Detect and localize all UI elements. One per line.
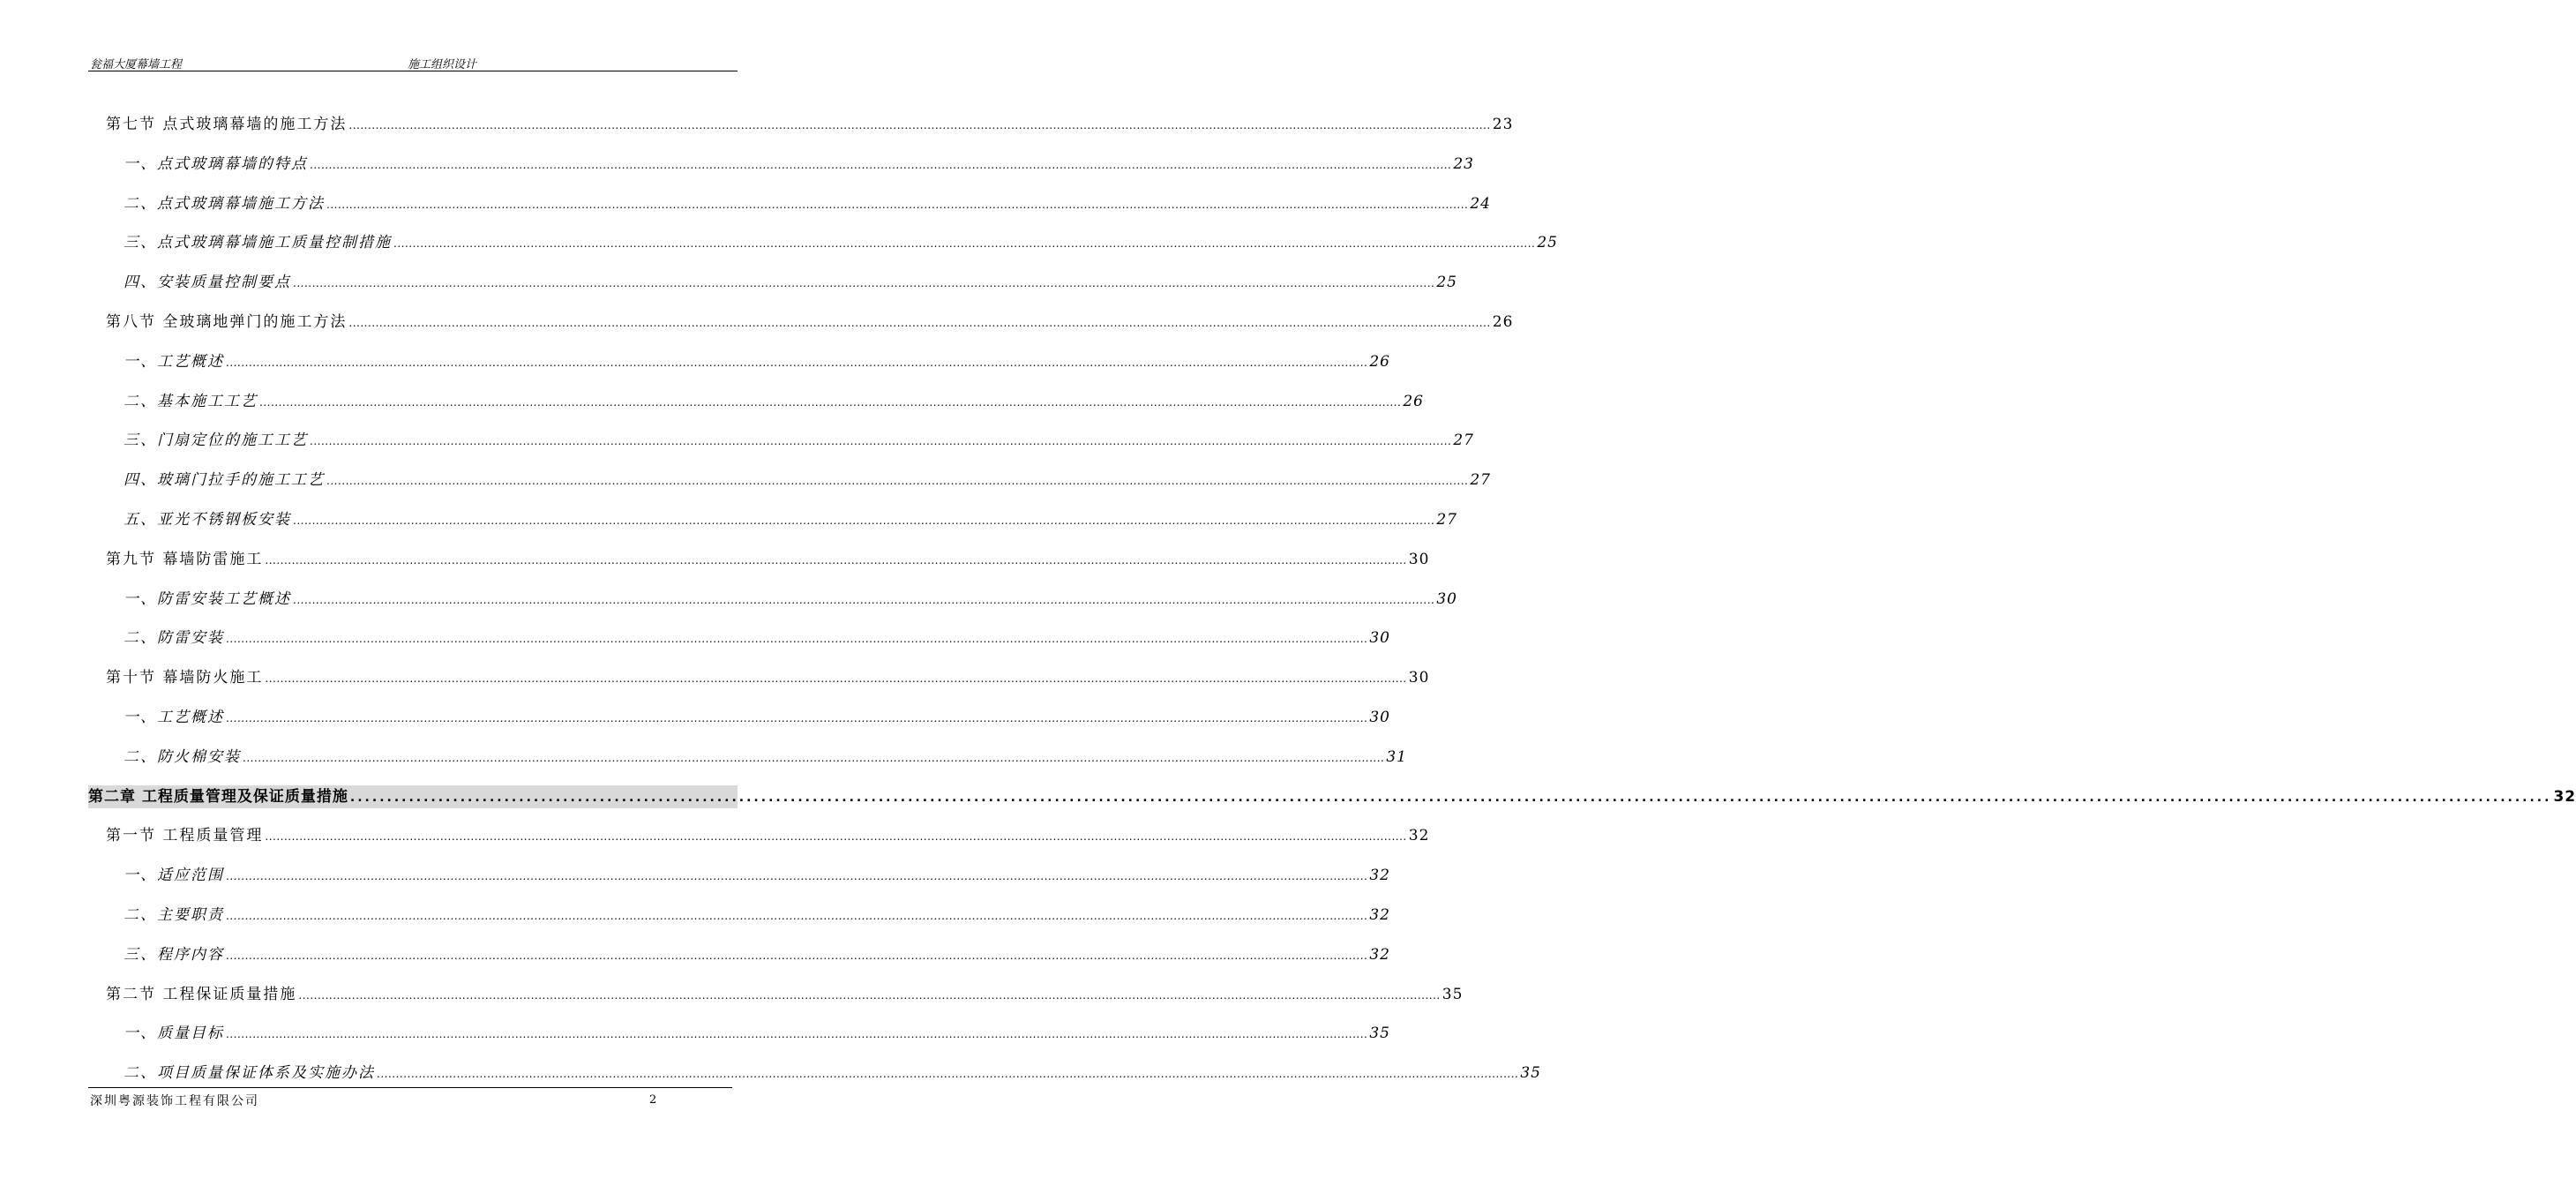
toc-entry-page: 25	[1436, 274, 1457, 292]
toc-entry-title: 一、点式玻璃幕墙的特点	[124, 154, 308, 173]
toc-dot-leader: ............................................................................................................................................................................................................................................................................................................	[226, 1028, 1368, 1041]
toc-entry-page: 30	[1408, 669, 1430, 687]
toc-entry[interactable]	[124, 588, 1457, 611]
toc-entry-page: 30	[1408, 550, 1430, 568]
toc-entry-page: 26	[1492, 313, 1514, 331]
toc-entry-page: 32	[1369, 945, 1390, 964]
toc-entry-title: 第一节 工程质量管理	[106, 827, 264, 845]
toc-entry-title: 第七节 点式玻璃幕墙的施工方法	[106, 116, 348, 133]
toc-entry[interactable]	[124, 746, 1407, 769]
toc-dot-leader: ............................................................................................................................................................................................................................................................................................................	[349, 790, 2552, 805]
toc-entry-page: 32	[1408, 827, 1430, 845]
toc-entry-title: 四、安装质量控制要点	[124, 274, 291, 292]
toc-dot-leader: ............................................................................................................................................................................................................................................................................................................	[326, 198, 1469, 211]
toc-entry-title: 第十节 幕墙防火施工	[106, 669, 264, 687]
toc-entry-page: 30	[1369, 709, 1390, 726]
toc-dot-leader: ............................................................................................................................................................................................................................................................................................................	[293, 277, 1435, 290]
toc-entry[interactable]	[106, 824, 1430, 847]
toc-entry[interactable]	[124, 231, 1558, 254]
toc-entry-title: 第九节 幕墙防雷施工	[106, 550, 264, 568]
toc-entry[interactable]	[124, 350, 1390, 373]
toc-dot-leader: ............................................................................................................................................................................................................................................................................................................	[265, 553, 1407, 567]
header-document-title: 施工组织设计	[408, 58, 477, 71]
toc-dot-leader: ............................................................................................................................................................................................................................................................................................................	[326, 475, 1469, 488]
toc-entry[interactable]	[124, 429, 1474, 452]
toc-entry[interactable]	[124, 943, 1390, 966]
toc-entry-page: 31	[1386, 747, 1407, 766]
toc-entry-title: 一、质量目标	[124, 1025, 224, 1043]
toc-entry-title: 第二章 工程质量管理及保证质量措施	[88, 787, 348, 806]
toc-entry-page: 26	[1369, 352, 1390, 371]
toc-dot-leader: ............................................................................................................................................................................................................................................................................................................	[377, 1068, 1519, 1081]
toc-dot-leader: ............................................................................................................................................................................................................................................................................................................	[265, 830, 1407, 844]
footer-page-number: 2	[649, 1093, 657, 1107]
toc-entry-title: 一、工艺概述	[124, 709, 224, 726]
toc-entry-title: 一、工艺概述	[124, 352, 224, 371]
toc-entry-title: 五、亚光不锈钢板安装	[124, 511, 291, 529]
toc-dot-leader: ............................................................................................................................................................................................................................................................................................................	[393, 237, 1536, 251]
toc-entry-page: 27	[1436, 511, 1457, 529]
toc-entry-page: 32	[1369, 906, 1390, 924]
toc-entry[interactable]	[106, 983, 1464, 1006]
toc-entry-page: 35	[1369, 1025, 1390, 1043]
toc-entry[interactable]	[106, 666, 1430, 689]
toc-entry-title: 二、防雷安装	[124, 629, 224, 648]
toc-entry-page: 23	[1453, 154, 1474, 173]
toc-dot-leader: ............................................................................................................................................................................................................................................................................................................	[226, 870, 1368, 883]
header-project-title: 瓮福大厦幕墙工程	[90, 58, 183, 71]
toc-entry-page: 27	[1470, 471, 1491, 490]
toc-dot-leader: ............................................................................................................................................................................................................................................................................................................	[293, 514, 1435, 527]
toc-dot-leader: ............................................................................................................................................................................................................................................................................................................	[265, 672, 1407, 686]
page-header	[88, 53, 738, 71]
toc-entry-title: 第二节 工程保证质量措施	[106, 985, 297, 1003]
toc-entry[interactable]	[124, 864, 1390, 887]
toc-entry-title: 二、主要职责	[124, 906, 224, 924]
toc-entry[interactable]	[106, 311, 1514, 334]
toc-entry[interactable]	[124, 271, 1457, 294]
toc-entry-page: 26	[1403, 392, 1424, 410]
toc-entry[interactable]	[124, 192, 1491, 215]
toc-entry[interactable]	[124, 904, 1390, 927]
toc-entry-page: 25	[1537, 234, 1558, 252]
toc-entry-page: 30	[1369, 629, 1390, 648]
toc-entry-page: 32	[2553, 787, 2576, 806]
toc-entry-page: 35	[1442, 985, 1464, 1003]
toc-entry[interactable]	[124, 390, 1424, 413]
toc-dot-leader: ............................................................................................................................................................................................................................................................................................................	[226, 910, 1368, 922]
toc-entry[interactable]	[124, 706, 1390, 729]
toc-entry-title: 二、防火棉安装	[124, 747, 241, 766]
toc-entry-title: 三、门扇定位的施工工艺	[124, 432, 308, 450]
toc-entry-title: 三、程序内容	[124, 945, 224, 964]
toc-dot-leader: ............................................................................................................................................................................................................................................................................................................	[243, 751, 1385, 764]
toc-entry[interactable]	[106, 548, 1430, 571]
toc-entry-title: 二、项目质量保证体系及实施办法	[124, 1064, 375, 1083]
toc-entry[interactable]	[124, 508, 1457, 531]
page-footer	[88, 1087, 732, 1108]
toc-dot-leader: ............................................................................................................................................................................................................................................................................................................	[226, 356, 1368, 369]
toc-entry[interactable]	[124, 469, 1491, 492]
toc-entry[interactable]	[124, 153, 1474, 176]
toc-entry-page: 23	[1492, 116, 1514, 133]
toc-entry-title: 一、防雷安装工艺概述	[124, 589, 291, 608]
toc-dot-leader: ............................................................................................................................................................................................................................................................................................................	[226, 633, 1368, 646]
toc-entry-title: 二、点式玻璃幕墙施工方法	[124, 194, 325, 213]
toc-entry-page: 32	[1369, 867, 1390, 885]
toc-entry-page: 24	[1470, 194, 1491, 213]
toc-entry[interactable]	[124, 1022, 1390, 1045]
toc-dot-leader: ............................................................................................................................................................................................................................................................................................................	[298, 988, 1441, 1002]
toc-entry[interactable]	[124, 627, 1390, 649]
footer-company-name: 深圳粤源装饰工程有限公司	[90, 1094, 259, 1108]
toc-entry-title: 四、玻璃门拉手的施工工艺	[124, 471, 325, 490]
toc-dot-leader: ............................................................................................................................................................................................................................................................................................................	[259, 395, 1402, 409]
toc-entry-title: 一、适应范围	[124, 867, 224, 885]
toc-entry-page: 35	[1520, 1064, 1541, 1083]
toc-entry[interactable]	[88, 785, 2576, 808]
toc-dot-leader: ............................................................................................................................................................................................................................................................................................................	[348, 317, 1491, 329]
toc-entry-title: 三、点式玻璃幕墙施工质量控制措施	[124, 234, 392, 252]
toc-dot-leader: ............................................................................................................................................................................................................................................................................................................	[310, 435, 1452, 448]
toc-entry[interactable]	[106, 113, 1514, 136]
toc-entry-page: 30	[1436, 589, 1457, 608]
toc-entry-page: 27	[1453, 432, 1474, 450]
toc-entry[interactable]	[124, 1062, 1541, 1085]
toc-dot-leader: ............................................................................................................................................................................................................................................................................................................	[310, 158, 1452, 171]
toc-entry-title: 第八节 全玻璃地弹门的施工方法	[106, 313, 348, 331]
toc-dot-leader: ............................................................................................................................................................................................................................................................................................................	[348, 119, 1491, 131]
toc-dot-leader: ............................................................................................................................................................................................................................................................................................................	[226, 712, 1368, 724]
toc-dot-leader: ............................................................................................................................................................................................................................................................................................................	[226, 949, 1368, 962]
toc-entry-title: 二、基本施工工艺	[124, 392, 258, 410]
toc-dot-leader: ............................................................................................................................................................................................................................................................................................................	[293, 593, 1435, 606]
